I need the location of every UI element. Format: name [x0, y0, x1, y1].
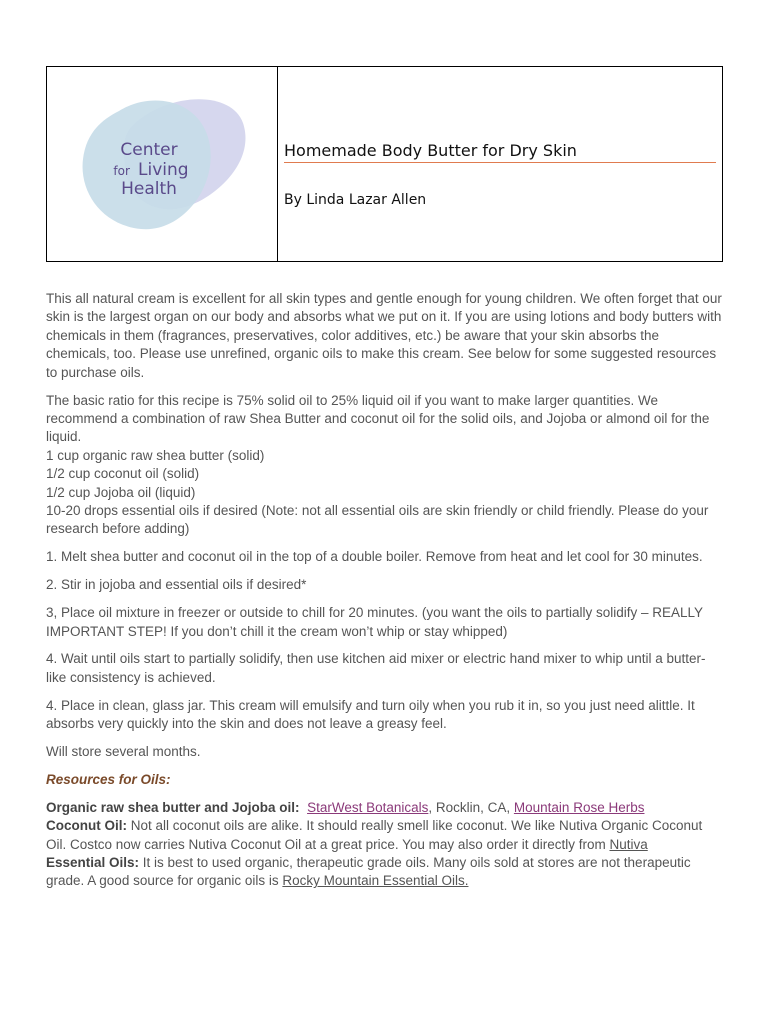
resources-heading: Resources for Oils:: [46, 771, 171, 787]
ratio-text: The basic ratio for this recipe is 75% solid oil to 25% liquid oil if you want to make larger quantities. We recommend a combination of raw Shea Butter and coconut oil for the solid oils, and Jojoba or almond oil for the liquid.: [46, 392, 710, 445]
nutiva-link[interactable]: Nutiva: [609, 836, 648, 852]
step-paragraph: 4. Place in clean, glass jar. This cream will emulsify and turn oily when you rub it in, so you just need alittle. It absorbs very quickly into the skin and does not leave a greasy feel.: [46, 697, 695, 732]
logo-line-center: Center: [120, 140, 178, 160]
ingredient-item: 1/2 cup coconut oil (solid): [46, 466, 200, 482]
document-body: [46, 290, 724, 900]
storage-note: Will store several months.: [46, 744, 201, 760]
resource-shea-jojoba: [46, 799, 724, 817]
resource-location: , Rocklin, CA,: [428, 799, 514, 815]
logo-line-health: Health: [121, 179, 177, 199]
document-author: By Linda Lazar Allen: [284, 192, 427, 208]
ingredient-item: 1/2 cup Jojoba oil (liquid): [46, 484, 196, 500]
ingredient-item: 1 cup organic raw shea butter (solid): [46, 447, 265, 463]
ingredient-item: 10-20 drops essential oils if desired (Note: not all essential oils are skin friendly or child friendly. Please do your research before adding): [46, 502, 709, 537]
step-paragraph: 1. Melt shea butter and coconut oil in the top of a double boiler. Remove from heat and let cool for 30 minutes.: [46, 549, 703, 565]
title-underline: [284, 162, 716, 163]
header-table: [46, 66, 723, 262]
mountain-rose-herbs-link[interactable]: Mountain Rose Herbs: [513, 799, 645, 815]
step-paragraph: 3, Place oil mixture in freezer or outside to chill for 20 minutes. (you want the oils to partially solidify – REALLY IMPORTANT STEP! If you don’t chill it the cream won’t whip or stay whipped): [46, 605, 703, 639]
resource-label: Organic raw shea butter and Jojoba oil:: [46, 799, 300, 815]
ratio-and-ingredients: [46, 392, 724, 539]
logo-cell: [47, 67, 278, 261]
resource-label: Essential Oils:: [46, 855, 140, 871]
center-for-living-health-logo: [71, 93, 253, 233]
starwest-botanicals-link[interactable]: StarWest Botanicals: [307, 799, 429, 815]
rocky-mountain-oils-link[interactable]: Rocky Mountain Essential Oils.: [282, 873, 469, 889]
resource-text: It is best to used organic, therapeutic grade oils. Many oils sold at stores are not therapeutic grade. A good source for organic oils is: [46, 855, 691, 889]
logo-word-for: for: [113, 164, 130, 178]
document-title: Homemade Body Butter for Dry Skin: [284, 141, 577, 160]
resource-essential-oils: [46, 854, 724, 891]
logo-word-living: Living: [138, 160, 189, 180]
step-paragraph: 2. Stir in jojoba and essential oils if desired*: [46, 577, 307, 593]
title-cell: [278, 67, 722, 261]
intro-paragraph: This all natural cream is excellent for all skin types and gentle enough for young children. We often forget that our skin is the largest organ on our body and absorbs what we put on it. If you are using lotions and body butters with chemicals in them (fragrances, preservatives, color additives, etc.) be aware that your skin absorbs the chemicals, too. Please use unrefined, organic oils to make this cream. See below for some suggested resources to purchase oils.: [46, 291, 722, 380]
resource-coconut-oil: [46, 817, 724, 854]
step-paragraph: 4. Wait until oils start to partially solidify, then use kitchen aid mixer or electric hand mixer to whip until a butter-like consistency is achieved.: [46, 651, 706, 685]
resource-label: Coconut Oil:: [46, 818, 127, 834]
resource-text: Not all coconut oils are alike. It should really smell like coconut. We like Nutiva Organic Coconut Oil. Costco now carries Nutiva Coconut Oil at a great price. You may also order it directly from: [46, 818, 703, 852]
resources-list: [46, 799, 724, 891]
